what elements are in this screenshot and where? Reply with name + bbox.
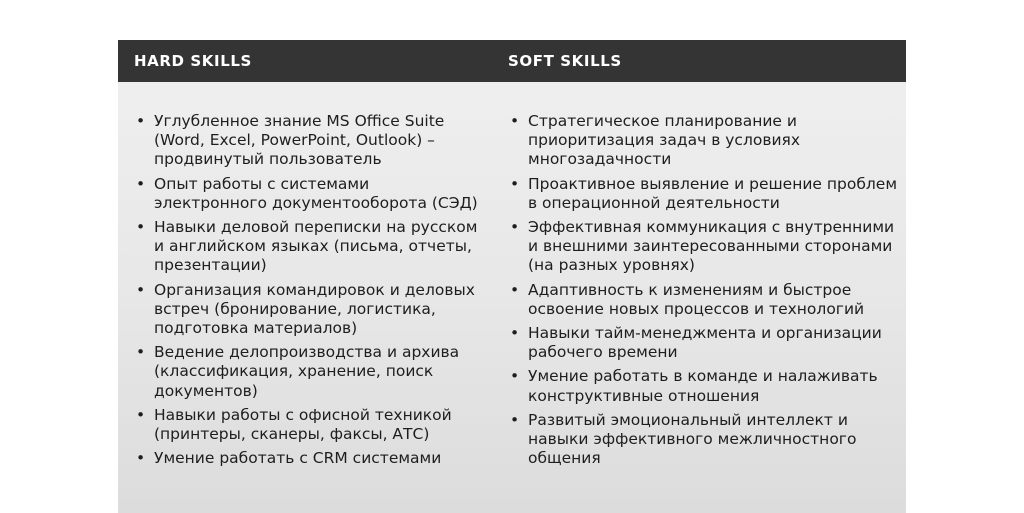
hard-skill-item	[134, 112, 486, 170]
hard-skill-text: Умение работать с CRM системами	[154, 449, 442, 468]
soft-skill-text: Умение работать в команде и налаживать конструктивные отношения	[528, 367, 878, 405]
hard-skill-text: Ведение делопроизводства и архива (классификация, хранение, поиск документов)	[154, 343, 460, 400]
soft-skill-item	[508, 218, 898, 276]
skills-table	[118, 40, 906, 513]
bullet-icon: •	[136, 280, 146, 299]
soft-skill-text: Адаптивность к изменениям и быстрое освоение новых процессов и технологий	[528, 280, 865, 318]
soft-skill-item	[508, 112, 898, 170]
hard-skills-heading: HARD SKILLS	[134, 52, 252, 70]
soft-skill-text: Проактивное выявление и решение проблем в операционной деятельности	[528, 174, 898, 212]
soft-skill-item	[508, 175, 898, 213]
hard-skill-text: Организация командировок и деловых встреч (бронирование, логистика, подготовка материалов)	[154, 280, 475, 338]
bullet-icon: •	[136, 405, 146, 424]
soft-skill-text: Развитый эмоциональный интеллект и навыки эффективного межличностного общения	[528, 410, 857, 468]
hard-skill-text: Навыки деловой переписки на русском и английском языках (письма, отчеты, презентации)	[154, 218, 478, 275]
bullet-icon: •	[136, 449, 146, 468]
bullet-icon: •	[510, 410, 520, 429]
soft-skill-item	[508, 367, 898, 405]
soft-skill-text: Навыки тайм-менеджмента и организации рабочего времени	[528, 324, 882, 362]
hard-skill-item	[134, 175, 486, 213]
soft-skill-item	[508, 281, 898, 319]
hard-skills-list	[134, 112, 486, 473]
bullet-icon: •	[136, 112, 146, 130]
hard-skill-text: Углубленное знание MS Office Suite (Word, Excel, PowerPoint, Outlook) – продвинутый пользователь	[154, 112, 445, 169]
hard-skill-text: Навыки работы с офисной техникой (принтеры, сканеры, факсы, АТС)	[154, 405, 452, 444]
bullet-icon: •	[510, 218, 520, 237]
bullet-icon: •	[510, 367, 520, 386]
hard-skill-item	[134, 281, 486, 339]
hard-skill-item	[134, 218, 486, 276]
soft-skills-heading: SOFT SKILLS	[508, 52, 622, 70]
soft-skill-item	[508, 324, 898, 362]
bullet-icon: •	[136, 174, 146, 193]
soft-skill-text: Стратегическое планирование и приоритизация задач в условиях многозадачности	[528, 112, 801, 169]
bullet-icon: •	[510, 280, 520, 299]
hard-skill-item	[134, 449, 486, 468]
hard-skill-item	[134, 343, 486, 401]
hard-skill-item	[134, 406, 486, 444]
bullet-icon: •	[136, 343, 146, 362]
table-header	[118, 40, 906, 82]
soft-skill-text: Эффективная коммуникация с внутренними и внешними заинтересованными сторонами (на разных уровнях)	[528, 218, 895, 275]
soft-skills-list	[508, 112, 898, 473]
hard-skill-text: Опыт работы с системами электронного документооборота (СЭД)	[154, 174, 478, 212]
bullet-icon: •	[136, 218, 146, 237]
bullet-icon: •	[510, 324, 520, 343]
bullet-icon: •	[510, 112, 520, 130]
soft-skill-item	[508, 411, 898, 469]
bullet-icon: •	[510, 174, 520, 193]
